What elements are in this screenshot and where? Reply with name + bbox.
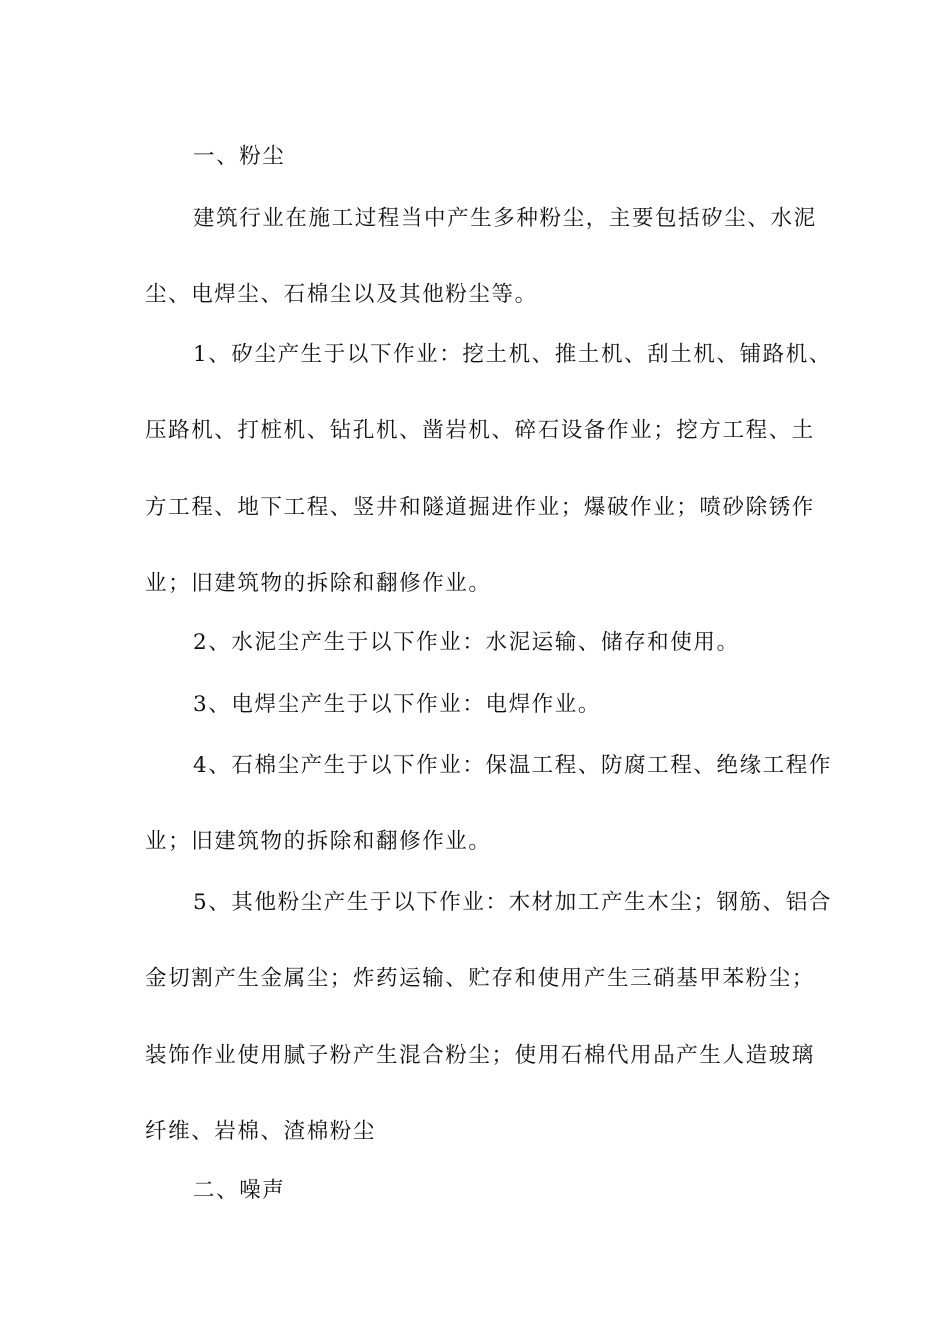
paragraph-line: 金切割产生金属尘；炸药运输、贮存和使用产生三硝基甲苯粉尘；: [145, 966, 815, 991]
paragraph-line: 纤维、岩棉、渣棉粉尘: [145, 1119, 377, 1144]
paragraph-line: 1、矽尘产生于以下作业：挖土机、推土机、刮土机、铺路机、: [193, 342, 832, 367]
paragraph-line: 业；旧建筑物的拆除和翻修作业。: [145, 571, 492, 596]
paragraph-line: 建筑行业在施工过程当中产生多种粉尘，主要包括矽尘、水泥: [193, 206, 817, 231]
heading-text: 一、粉尘: [193, 144, 286, 169]
paragraph-line: 5、其他粉尘产生于以下作业：木材加工产生木尘；钢筋、铝合: [193, 890, 832, 915]
paragraph-line: 业；旧建筑物的拆除和翻修作业。: [145, 829, 492, 854]
paragraph-line: 装饰作业使用腻子粉产生混合粉尘；使用石棉代用品产生人造玻璃: [145, 1043, 815, 1068]
heading-text: 二、噪声: [193, 1178, 286, 1203]
paragraph-line: 方工程、地下工程、竖井和隧道掘进作业；爆破作业；喷砂除锈作: [145, 495, 815, 520]
paragraph-line: 压路机、打桩机、钻孔机、凿岩机、碎石设备作业；挖方工程、土: [145, 418, 815, 443]
paragraph-line: 尘、电焊尘、石棉尘以及其他粉尘等。: [145, 282, 538, 307]
paragraph-line: 4、石棉尘产生于以下作业：保温工程、防腐工程、绝缘工程作: [193, 753, 832, 778]
paragraph-line: 3、电焊尘产生于以下作业：电焊作业。: [193, 692, 601, 717]
paragraph-line: 2、水泥尘产生于以下作业：水泥运输、储存和使用。: [193, 630, 740, 655]
